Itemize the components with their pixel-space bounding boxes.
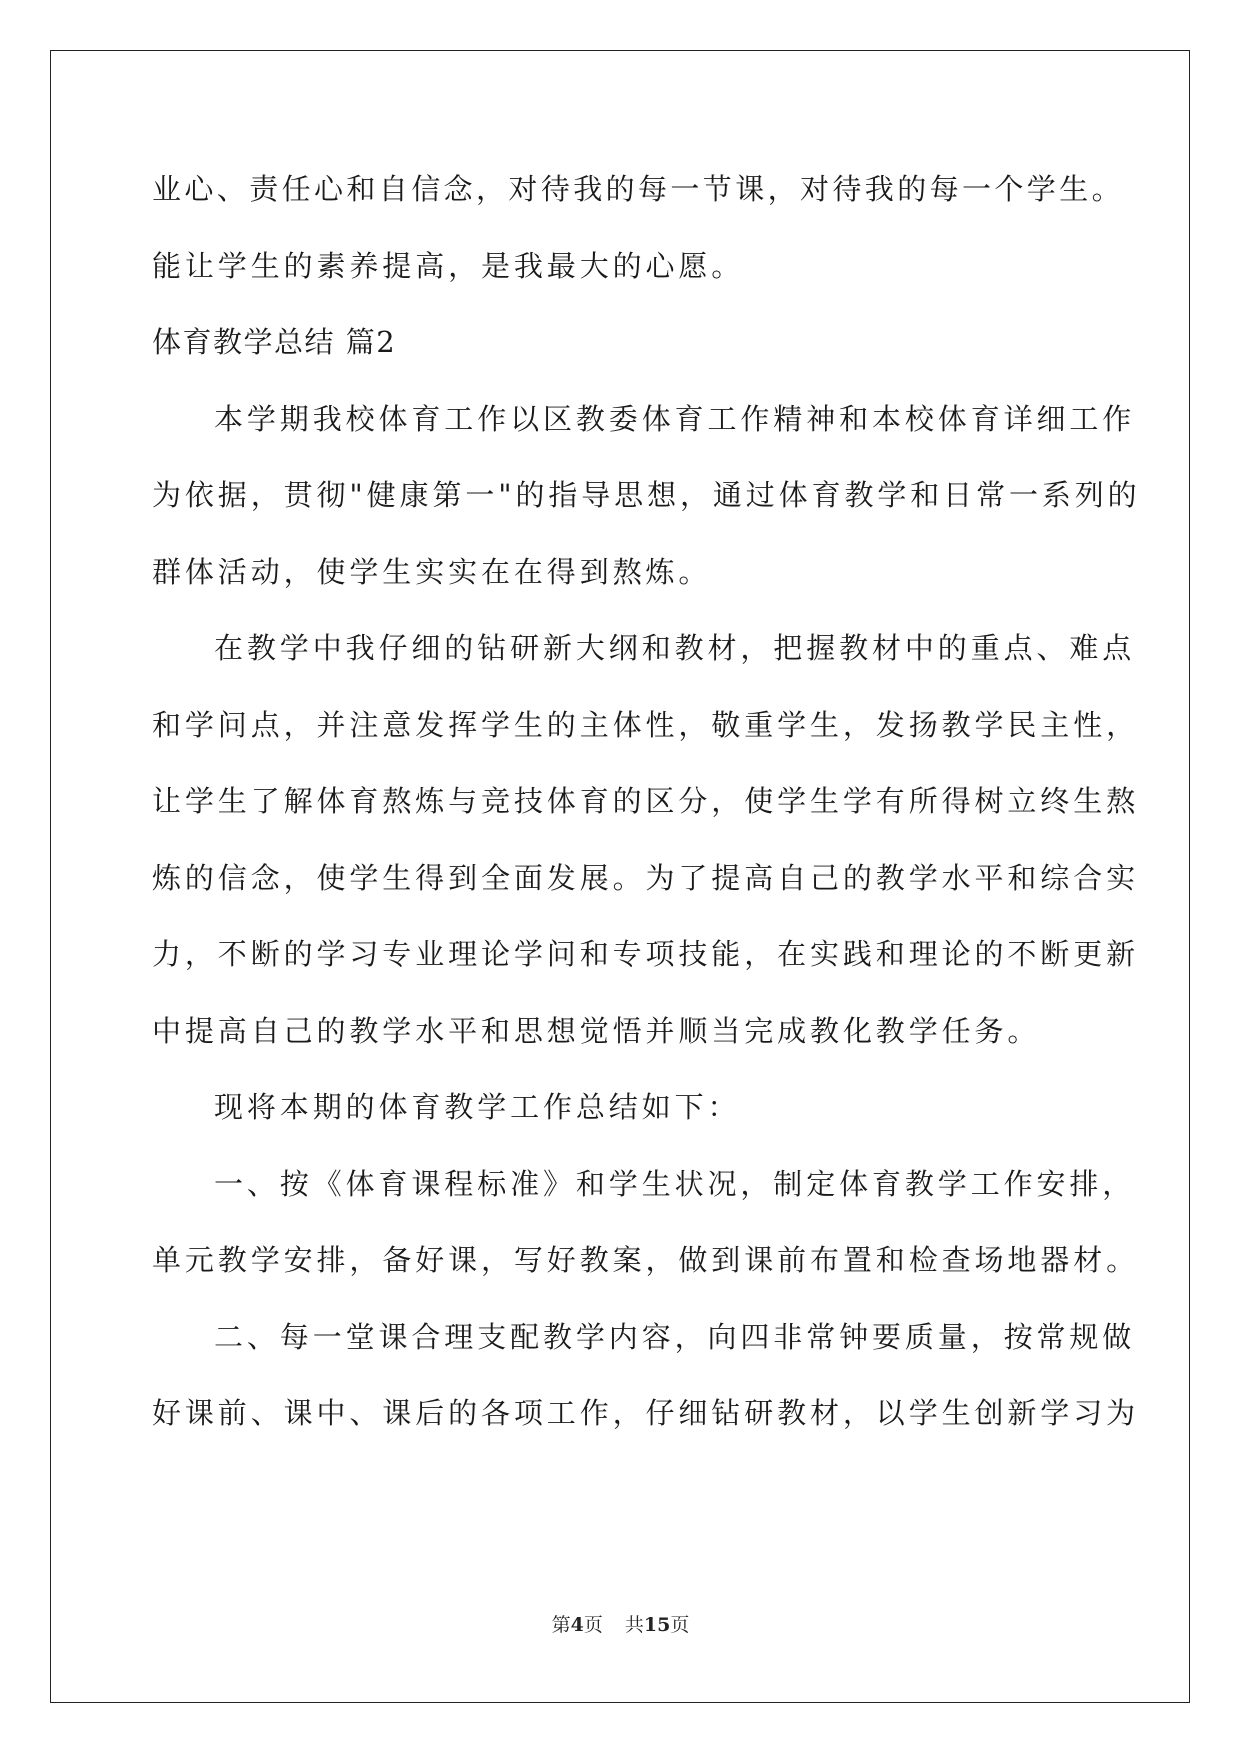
total-pages: 15 bbox=[643, 1614, 671, 1636]
paragraph-first-line: 一、按《体育课程标准》和学生状况，制定体育教学工作安排， bbox=[214, 1166, 1136, 1201]
text-line: 群体活动，使学生实实在在得到熬炼。 bbox=[152, 554, 712, 589]
text-line: 力，不断的学习专业理论学问和专项技能，在实践和理论的不断更新 bbox=[152, 937, 1140, 971]
text-line: 能让学生的素养提高，是我最大的心愿。 bbox=[152, 248, 745, 283]
text-line: 炼的信念，使学生得到全面发展。为了提高自己的教学水平和综合实 bbox=[152, 860, 1140, 895]
paragraph-first-line: 二、每一堂课合理支配教学内容，向四非常钟要质量，按常规做 bbox=[214, 1319, 1136, 1354]
text-line: 为依据，贯彻"健康第一"的指导思想，通过体育教学和日常一系列的 bbox=[152, 478, 1141, 512]
text-line: 业心、责任心和自信念，对待我的每一节课，对待我的每一个学生。 bbox=[152, 172, 1125, 206]
page-label-prefix: 第 bbox=[551, 1614, 571, 1636]
page-footer bbox=[0, 1610, 1241, 1637]
section-heading: 体育教学总结 篇2 bbox=[152, 325, 397, 359]
paragraph-first-line: 现将本期的体育教学工作总结如下： bbox=[214, 1090, 741, 1124]
total-label-prefix: 共 bbox=[624, 1614, 644, 1636]
text-line: 单元教学安排，备好课，写好教案，做到课前布置和检查场地器材。 bbox=[152, 1243, 1140, 1277]
paragraph-first-line: 本学期我校体育工作以区教委体育工作精神和本校体育详细工作 bbox=[214, 401, 1136, 436]
page-label-suffix: 页 bbox=[583, 1614, 603, 1636]
text-line: 让学生了解体育熬炼与竞技体育的区分，使学生学有所得树立终生熬 bbox=[152, 784, 1140, 818]
text-line: 好课前、课中、课后的各项工作，仔细钻研教材，以学生创新学习为 bbox=[152, 1396, 1140, 1430]
text-line: 和学问点，并注意发挥学生的主体性，敬重学生，发扬教学民主性， bbox=[152, 707, 1140, 742]
paragraph-first-line: 在教学中我仔细的钻研新大纲和教材，把握教材中的重点、难点 bbox=[214, 631, 1136, 665]
document-body bbox=[152, 165, 1141, 1466]
total-label-suffix: 页 bbox=[670, 1614, 690, 1636]
text-line: 中提高自己的教学水平和思想觉悟并顺当完成教化教学任务。 bbox=[152, 1013, 1041, 1048]
page-number: 4 bbox=[570, 1614, 584, 1636]
